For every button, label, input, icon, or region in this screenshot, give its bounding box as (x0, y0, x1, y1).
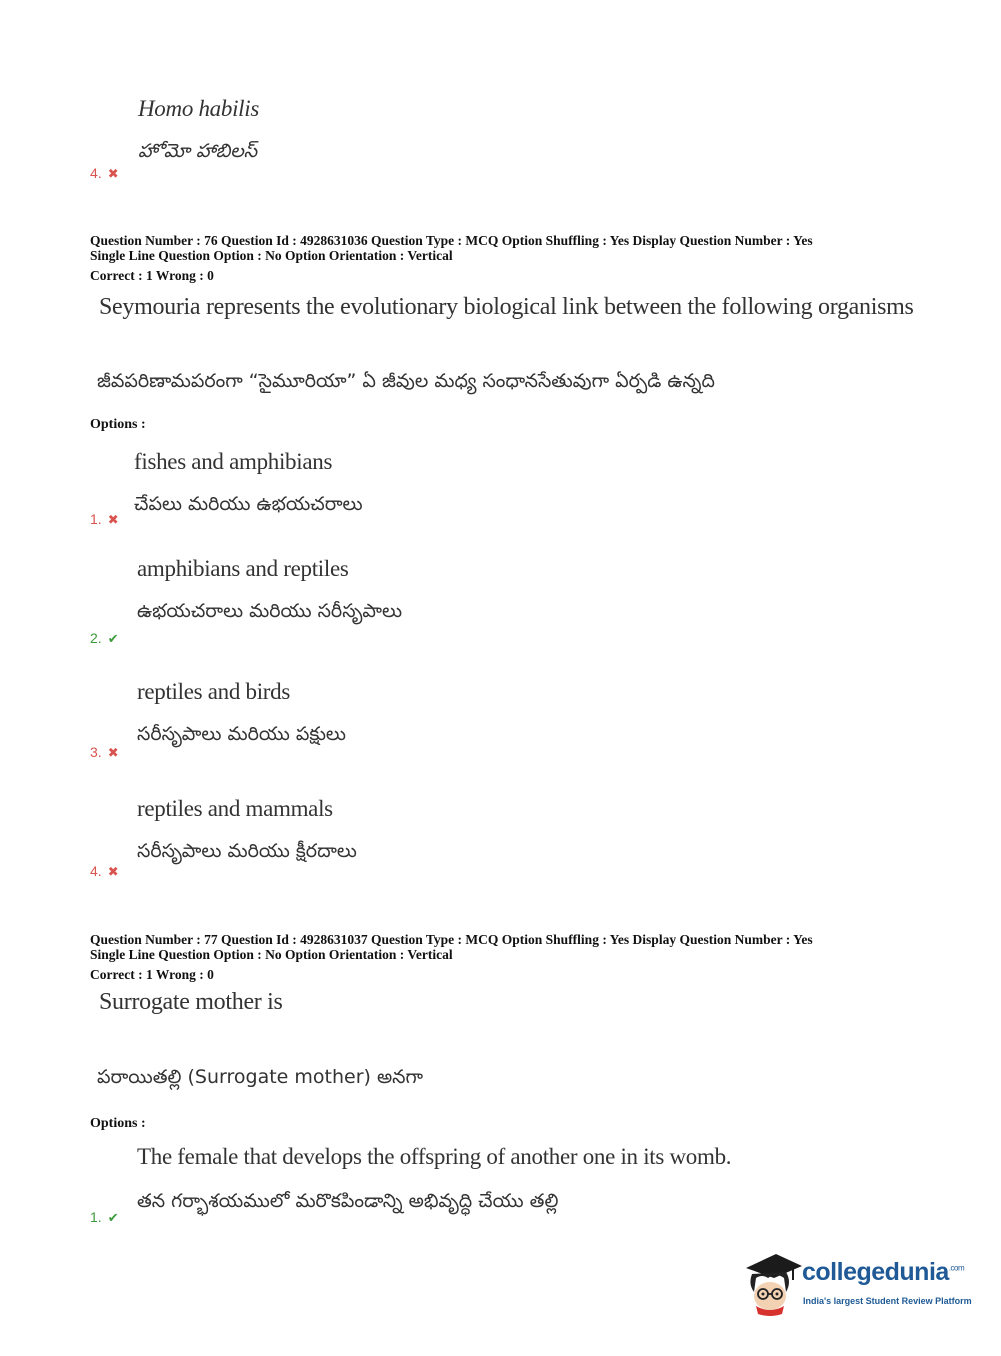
question-text-telugu: జీవపరిణామపరంగా “సైమూరియా” ఏ జీవుల మధ్య సంధానసేతువుగా ఏర్పడి ఉన్నది (97, 370, 715, 392)
option-number-label: 4. (90, 863, 102, 879)
mascot-icon (742, 1248, 804, 1318)
question-text-english: Surrogate mother is (99, 989, 283, 1015)
collegedunia-logo[interactable] (742, 1248, 972, 1318)
option-english: reptiles and birds (137, 679, 291, 704)
option-number-label: 1. (90, 1209, 102, 1225)
option-number (90, 1209, 119, 1226)
option-telugu: తన గర్భాశయములో మరొకపిండాన్ని అభివృద్ధి చేయు తల్లి (137, 1190, 559, 1212)
wrong-icon: ✖ (107, 166, 119, 181)
option-number (90, 511, 119, 528)
option-english: The female that develops the offspring of another one in its womb. (137, 1144, 732, 1169)
option-number (90, 863, 119, 880)
question-meta-line1: Question Number : 76 Question Id : 4928631036 Question Type : MCQ Option Shuffling : Yes Display Question Number : Yes (90, 233, 813, 248)
question-text-english: Seymouria represents the evolutionary biological link between the following organisms (99, 294, 914, 320)
checkmark-icon: ✔ (107, 1210, 119, 1225)
option-number-label: 2. (90, 630, 102, 646)
question-score: Correct : 1 Wrong : 0 (90, 967, 214, 982)
options-label: Options : (90, 417, 146, 432)
option-english: reptiles and mammals (137, 796, 333, 821)
option-number-label: 3. (90, 744, 102, 760)
checkmark-icon: ✔ (107, 631, 119, 646)
logo-suffix: .com (948, 1263, 965, 1273)
question-meta-line1: Question Number : 77 Question Id : 4928631037 Question Type : MCQ Option Shuffling : Yes Display Question Number : Yes (90, 932, 813, 947)
option-telugu: సరీసృపాలు మరియు క్షీరదాలు (137, 840, 357, 862)
prev-option-english: Homo habilis (138, 96, 259, 121)
logo-tagline: India's largest Student Review Platform (803, 1296, 972, 1306)
options-label: Options : (90, 1116, 146, 1131)
question-text-telugu: పరాయితల్లి (Surrogate mother) అనగా (97, 1066, 424, 1088)
logo-wordmark: collegedunia$^{.com}$ (802, 1258, 965, 1286)
question-score: Correct : 1 Wrong : 0 (90, 268, 214, 283)
option-english: amphibians and reptiles (137, 556, 349, 581)
option-number-label: 1. (90, 511, 102, 527)
question-meta-line2: Single Line Question Option : No Option Orientation : Vertical (90, 947, 453, 962)
question-meta-line2: Single Line Question Option : No Option Orientation : Vertical (90, 248, 453, 263)
prev-option-telugu: హోమో హాబిలస్ (138, 140, 258, 162)
wrong-icon: ✖ (107, 745, 119, 760)
option-telugu: చేపలు మరియు ఉభయచరాలు (134, 493, 363, 515)
option-english: fishes and amphibians (134, 449, 333, 474)
prev-option-number (90, 165, 119, 182)
option-number (90, 744, 119, 761)
wrong-icon: ✖ (107, 864, 119, 879)
wrong-icon: ✖ (107, 512, 119, 527)
option-telugu: ఉభయచరాలు మరియు సరీసృపాలు (137, 600, 403, 622)
option-telugu: సరీసృపాలు మరియు పక్షులు (137, 723, 346, 745)
option-number-label: 4. (90, 165, 102, 181)
option-number (90, 630, 119, 647)
